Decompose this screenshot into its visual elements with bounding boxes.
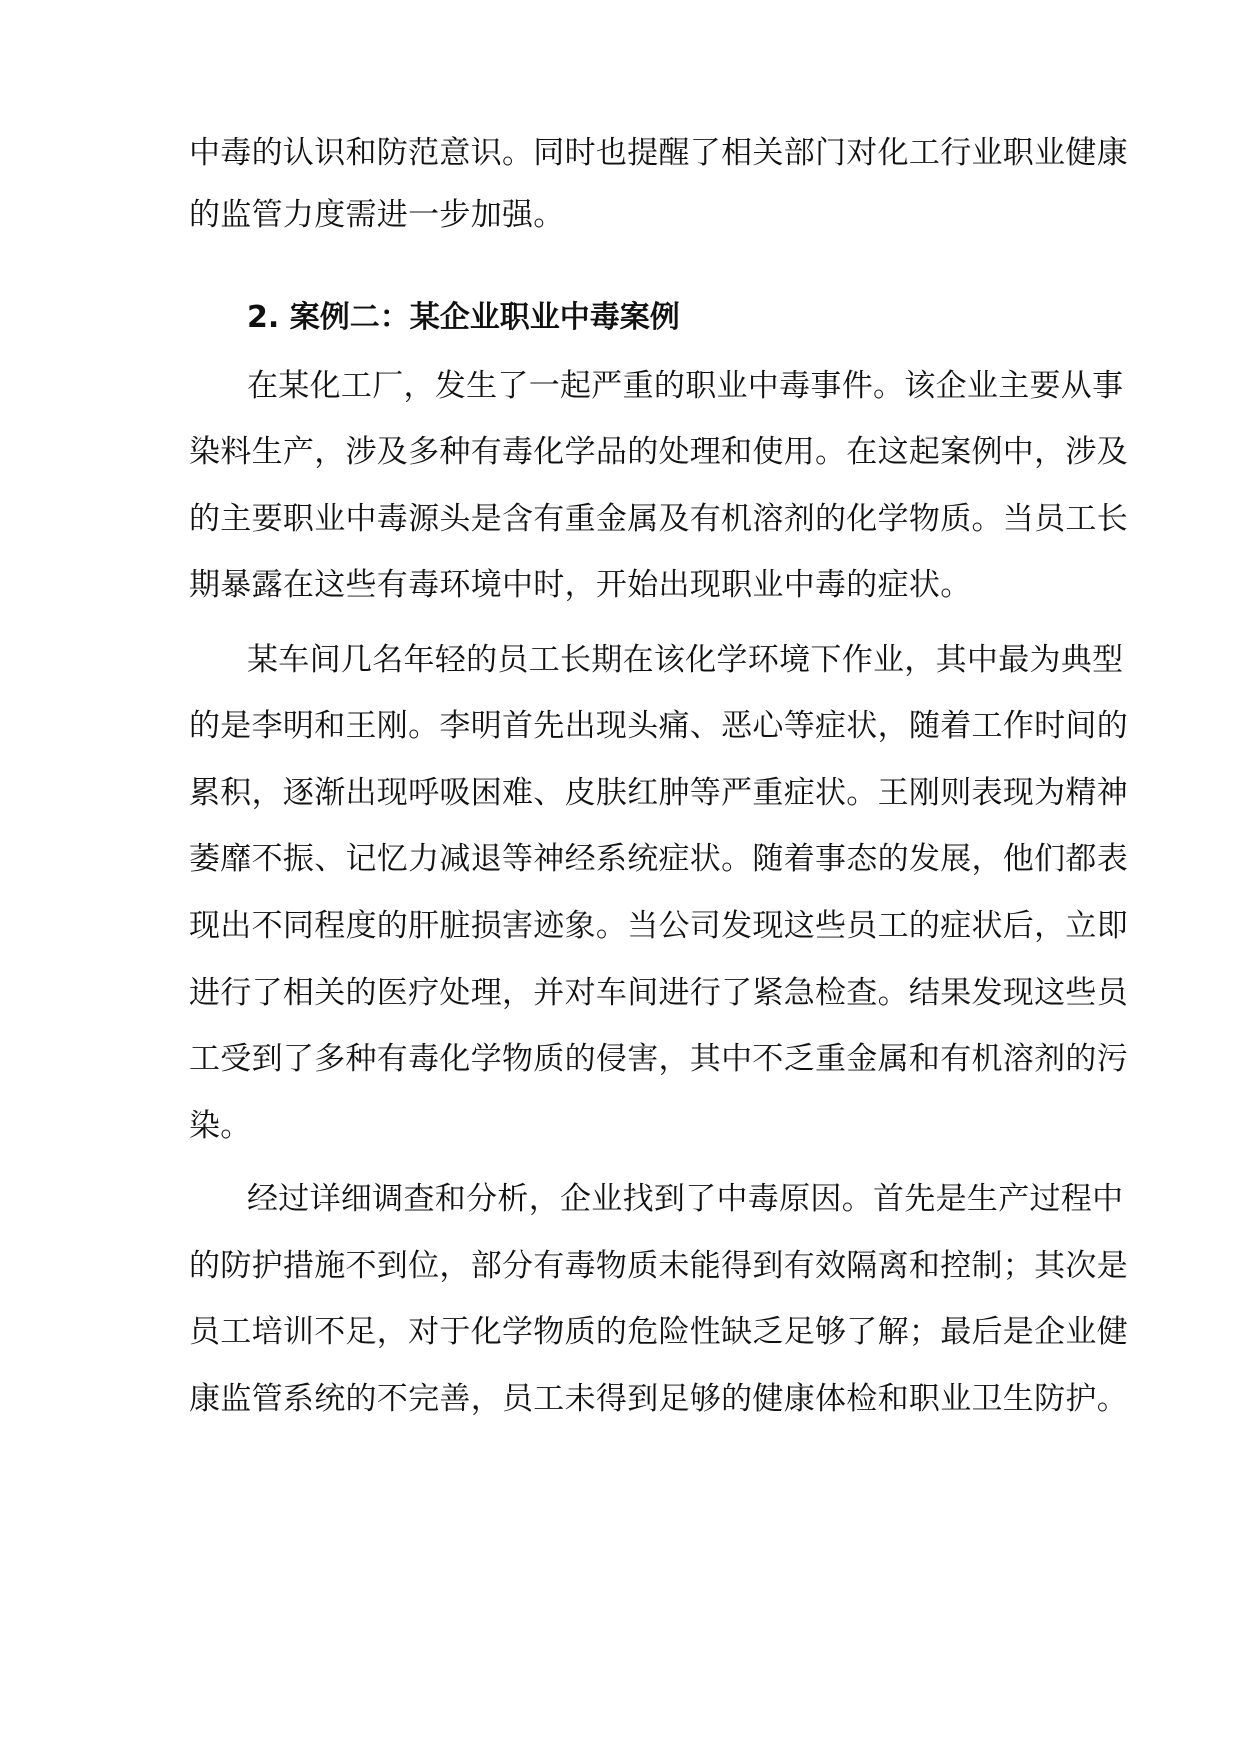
- text-line: 经过详细调查和分析，企业找到了中毒原因。首先是生产过程中: [247, 1181, 1124, 1217]
- text-line: 的防护措施不到位，部分有毒物质未能得到有效隔离和控制；其次是: [189, 1248, 1128, 1284]
- text-line: 中毒的认识和防范意识。同时也提醒了相关部门对化工行业职业健康: [189, 135, 1128, 171]
- text-line: 染。: [189, 1108, 252, 1144]
- text-line: 康监管系统的不完善，员工未得到足够的健康体检和职业卫生防护。: [189, 1381, 1128, 1417]
- text-line: 的主要职业中毒源头是含有重金属及有机溶剂的化学物质。当员工长: [189, 501, 1128, 537]
- section-heading: 2. 案例二：某企业职业中毒案例: [247, 300, 680, 335]
- text-line: 期暴露在这些有毒环境中时，开始出现职业中毒的症状。: [189, 567, 972, 603]
- text-line: 现出不同程度的肝脏损害迹象。当公司发现这些员工的症状后，立即: [189, 908, 1128, 944]
- text-line: 某车间几名年轻的员工长期在该化学环境下作业，其中最为典型: [247, 642, 1124, 678]
- text-line: 的监管力度需进一步加强。: [189, 197, 565, 233]
- text-line: 进行了相关的医疗处理，并对车间进行了紧急检查。结果发现这些员: [189, 975, 1128, 1011]
- text-line: 染料生产，涉及多种有毒化学品的处理和使用。在这起案例中，涉及: [189, 434, 1128, 470]
- text-line: 的是李明和王刚。李明首先出现头痛、恶心等症状，随着工作时间的: [189, 708, 1128, 744]
- text-line: 员工培训不足，对于化学物质的危险性缺乏足够了解；最后是企业健: [189, 1314, 1128, 1350]
- text-line: 工受到了多种有毒化学物质的侵害，其中不乏重金属和有机溶剂的污: [189, 1041, 1128, 1077]
- text-line: 在某化工厂，发生了一起严重的职业中毒事件。该企业主要从事: [247, 368, 1124, 404]
- text-line: 萎靡不振、记忆力减退等神经系统症状。随着事态的发展，他们都表: [189, 841, 1128, 877]
- text-line: 累积，逐渐出现呼吸困难、皮肤红肿等严重症状。王刚则表现为精神: [189, 775, 1128, 811]
